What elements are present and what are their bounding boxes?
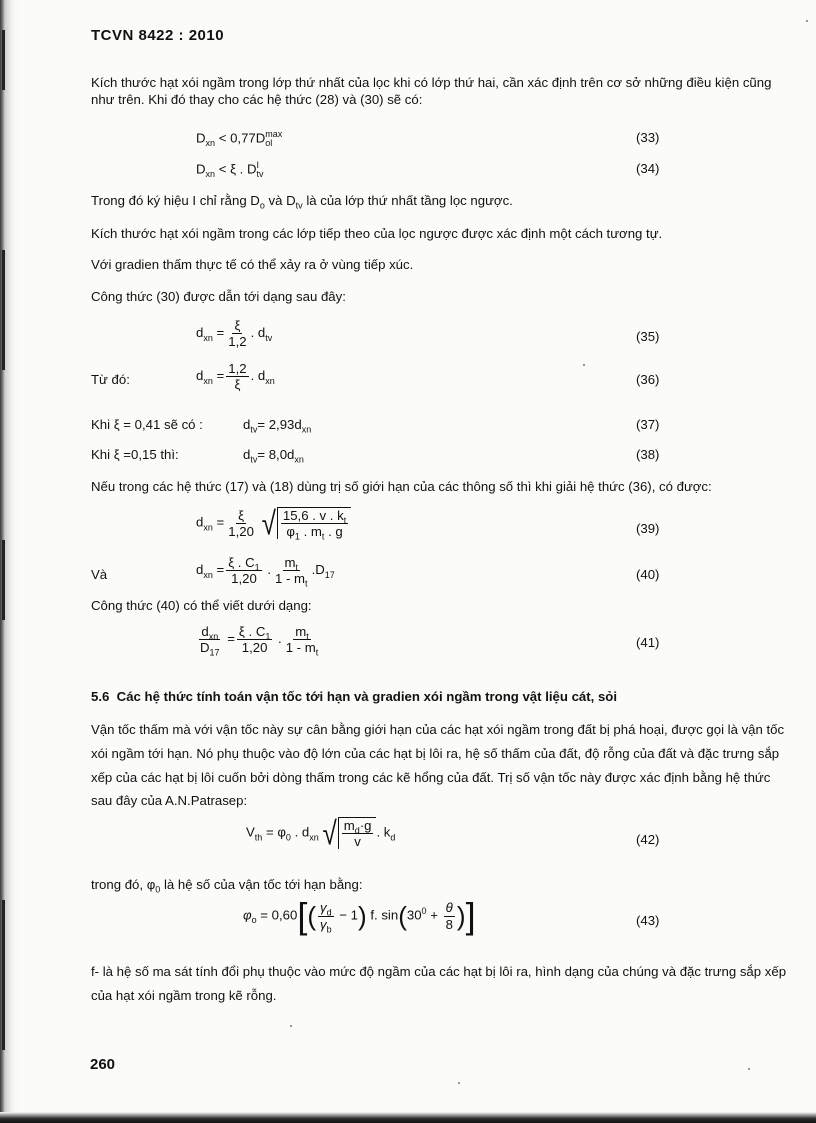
- document-header: TCVN 8422 : 2010: [91, 27, 225, 44]
- label: Khi ξ =0,15 thì:: [91, 447, 179, 462]
- paragraph: Trong đó ký hiệu I chỉ rằng $D_o$ và $D_{tv}$ là của lớp thứ nhất tầng lọc ngược.: [91, 193, 513, 211]
- equation-number: (43): [636, 913, 660, 928]
- scan-speck: [806, 20, 808, 22]
- equation-number: (34): [636, 161, 660, 176]
- label: Và: [91, 567, 108, 582]
- paragraph: Với gradien thấm thực tế có thể xảy ra ở vùng tiếp xúc.: [91, 257, 414, 272]
- equation-41: $\frac{d_{xn}}{D_{17}}$ = $\frac{\xi . C_1}{1,20}$ . $\frac{m_t}{1 - m_t}$: [200, 624, 319, 658]
- scan-speck: [290, 1025, 292, 1027]
- scan-speck: [748, 1068, 750, 1070]
- equation-38: $d_{tv}= 8,0d_{xn}$: [243, 447, 304, 465]
- scan-bottom-edge: [0, 1112, 816, 1123]
- equation-number: (33): [636, 130, 660, 145]
- equation-number: (35): [636, 329, 660, 344]
- equation-42: $V_{th} = \varphi_0$ . $d_{xn}$ √ $\frac{m_d\cdot g}{v}$ . $k_d$: [246, 814, 396, 852]
- equation-39: $d_{xn}$ = $\frac{\xi}{1,20}$ √ $\frac{15,6 . v . k_t}{\varphi_1 . m_t . g}$: [196, 507, 351, 539]
- page-number: 260: [90, 1056, 116, 1073]
- equation-number: (40): [636, 567, 660, 582]
- binding-mark: [2, 900, 5, 1050]
- section-heading: 5.6 Các hệ thức tính toán vận tốc tới hạn và gradien xói ngầm trong vật liệu cát, sỏi: [91, 689, 618, 704]
- equation-34: $D_{xn} < \xi$ . D I tv: [196, 160, 264, 180]
- paragraph: Công thức (40) có thể viết dưới dạng:: [91, 598, 312, 613]
- equation-40: $d_{xn}$ = $\frac{\xi . C_1}{1,20}$ . $\frac{m_t}{1 - m_t}$ $.D_{17}$: [196, 555, 335, 589]
- paragraph: Nếu trong các hệ thức (17) và (18) dùng trị số giới hạn của các thông số thì khi giải hệ thức (36), có được:: [91, 479, 712, 494]
- binding-mark: [2, 540, 5, 620]
- equation-number: (38): [636, 447, 660, 462]
- paragraph: Kích thước hạt xói ngầm trong các lớp tiếp theo của lọc ngược được xác định một cách tương tự.: [91, 226, 663, 241]
- equation-33: $D_{xn} < 0,77D$ max ol: [196, 129, 283, 149]
- scan-speck: [583, 364, 585, 366]
- equation-43: $\varphi_o = 0,60$[( $\frac{\gamma_d}{\gamma_b}$ − 1) f. $\sin(30^0$ + $\frac{\theta}{8}$ )]: [243, 895, 476, 936]
- equation-number: (37): [636, 417, 660, 432]
- scan-speck: [458, 1082, 460, 1084]
- equation-number: (42): [636, 832, 660, 847]
- paragraph: f- là hệ số ma sát tính đổi phụ thuộc vào mức độ ngầm của các hạt bị lôi ra, hình dạng của chúng và đặc trưng sắp xếp của hạt xói ngầm trong kẽ rỗng.: [91, 964, 787, 1003]
- equation-36: $d_{xn}$ = $\frac{1,2}{\xi}$ . $d_{xn}$: [196, 361, 275, 393]
- label: Khi ξ = 0,41 sẽ có :: [91, 417, 203, 432]
- paragraph: Kích thước hạt xói ngầm trong lớp thứ nhất của lọc khi có lớp thứ hai, cần xác định trên cơ sở những điều kiện cũng như trên. Khi đó thay cho các hệ thức (28) và (30) sẽ có:: [91, 75, 772, 107]
- label: Từ đó:: [91, 372, 130, 387]
- binding-mark: [2, 250, 5, 370]
- binding-mark: [2, 30, 5, 90]
- equation-number: (39): [636, 521, 660, 536]
- equation-35: $d_{xn}$ = $\frac{\xi}{1,2}$ . $d_{tv}$: [196, 318, 273, 350]
- equation-37: $d_{tv}= 2,93d_{xn}$: [243, 417, 312, 435]
- equation-number: (36): [636, 372, 660, 387]
- paragraph: Công thức (30) được dẫn tới dạng sau đây:: [91, 289, 346, 304]
- equation-number: (41): [636, 635, 660, 650]
- paragraph: trong đó, $\varphi_0$ là hệ số của vận tốc tới hạn bằng:: [91, 877, 363, 895]
- paragraph: Vận tốc thấm mà với vận tốc này sự cân bằng giới hạn của các hạt xói ngầm trong đất bị phá hoại, được gọi là vận tốc xói ngầm tới hạn. Nó phụ thuộc vào độ lớn của các hạt bị lôi ra, hệ số thấm của đất, độ rỗng của đất và đặc trưng sắp xếp của các hạt bị lôi cuốn bởi dòng thấm trong các kẽ hổng của đất. Trị số vận tốc này được xác định bằng hệ thức sau đây của A.N.Patrasep:: [91, 722, 785, 809]
